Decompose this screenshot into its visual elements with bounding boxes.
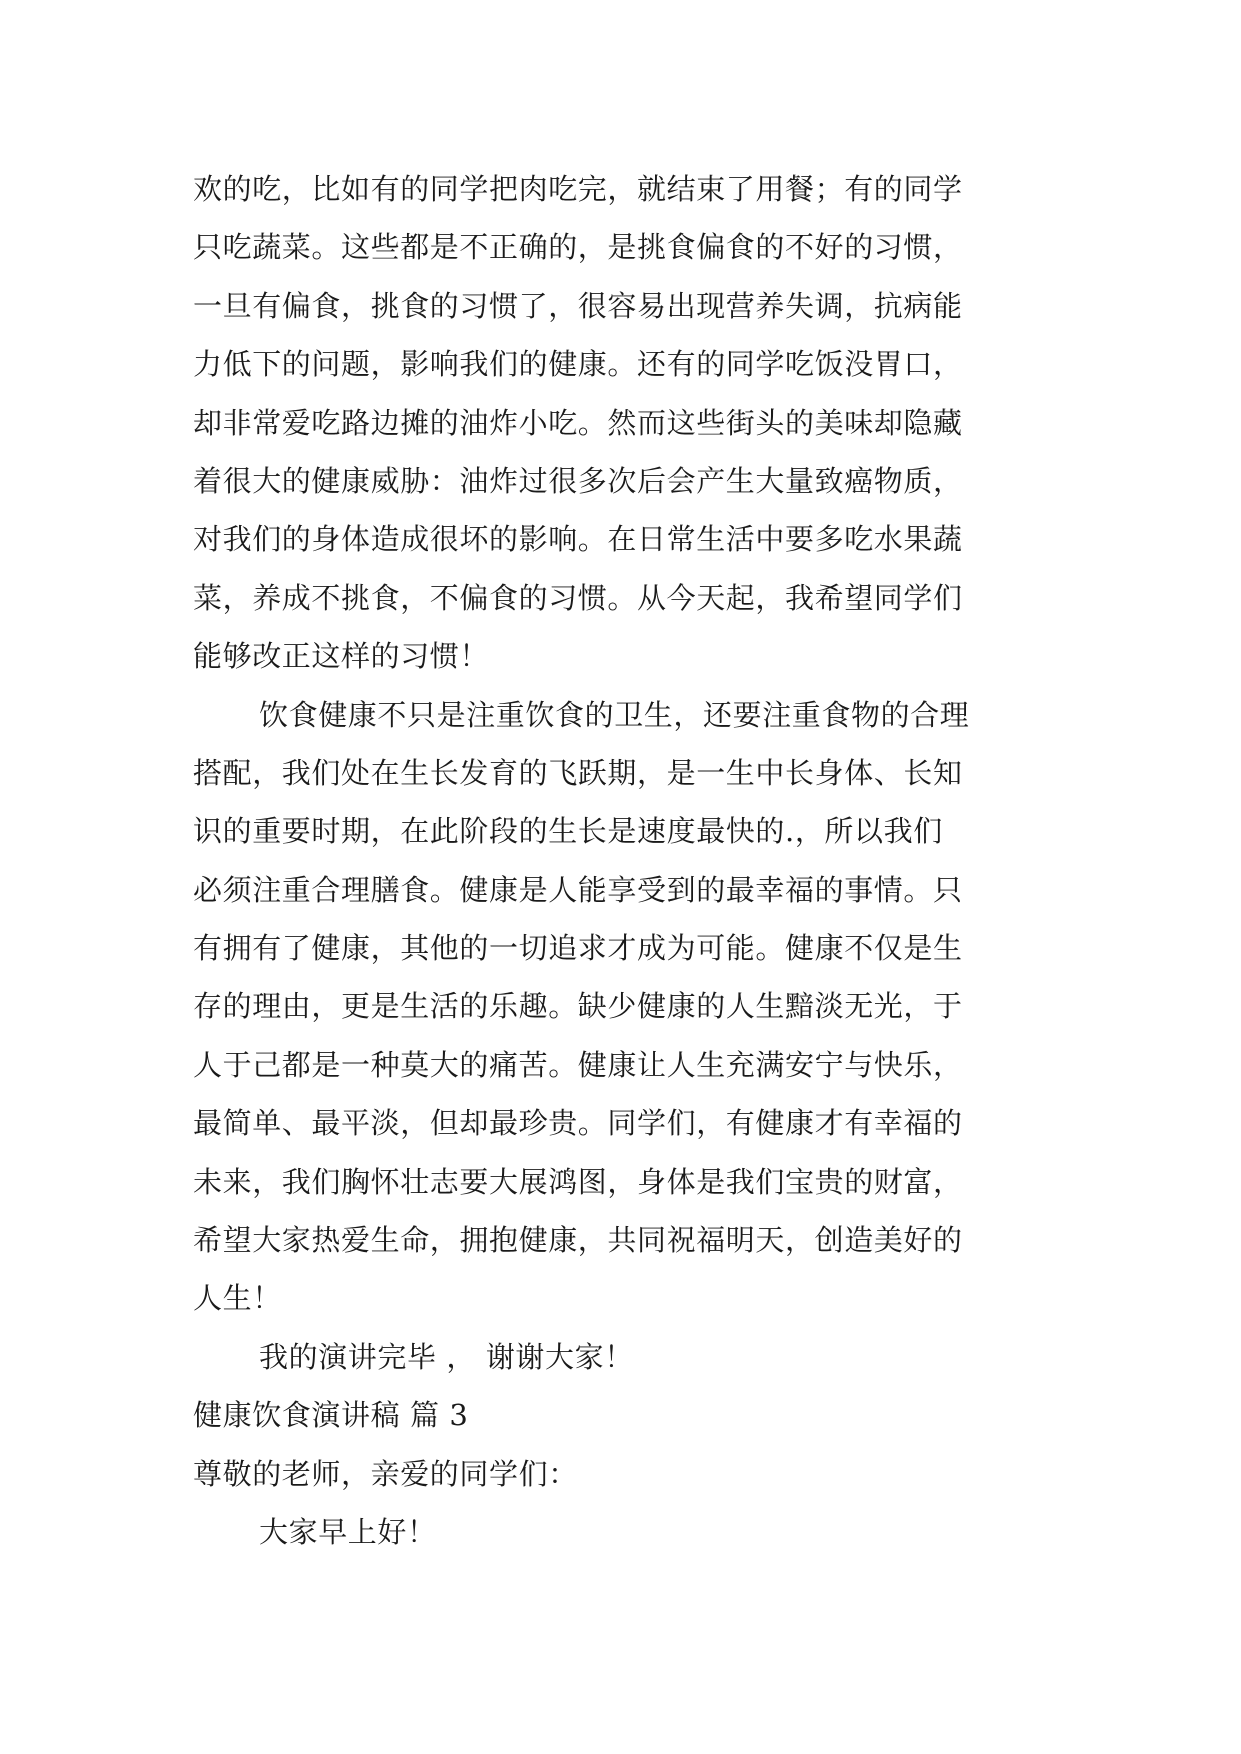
closing-remark: 我的演讲完毕 ， 谢谢大家！: [259, 1339, 634, 1374]
body-text-line: 力低下的问题，影响我们的健康。还有的同学吃饭没胃口，: [193, 347, 963, 382]
body-text-line: 识的重要时期，在此阶段的生长是速度最快的.，所以我们: [193, 814, 943, 849]
body-text-line: 只吃蔬菜。这些都是不正确的，是挑食偏食的不好的习惯，: [193, 230, 963, 265]
body-text-line: 欢的吃，比如有的同学把肉吃完，就结束了用餐；有的同学: [193, 172, 963, 206]
greeting: 大家早上好！: [259, 1514, 437, 1549]
body-text-line: 能够改正这样的习惯！: [193, 639, 490, 674]
body-text-line: 却非常爱吃路边摊的油炸小吃。然而这些街头的美味却隐藏: [193, 405, 963, 440]
salutation: 尊敬的老师，亲爱的同学们：: [193, 1456, 578, 1491]
body-text-line: 有拥有了健康，其他的一切追求才成为可能。健康不仅是生: [193, 931, 963, 966]
section-heading: 健康饮食演讲稿 篇 3: [193, 1398, 469, 1433]
body-text-line: 必须注重合理膳食。健康是人能享受到的最幸福的事情。只: [193, 872, 963, 907]
body-text-line: 未来，我们胸怀壮志要大展鸿图，身体是我们宝贵的财富，: [193, 1164, 963, 1199]
paragraph-first-line: 饮食健康不只是注重饮食的卫生，还要注重食物的合理: [259, 697, 970, 732]
body-text-line: 希望大家热爱生命，拥抱健康，共同祝福明天，创造美好的: [193, 1223, 963, 1258]
body-text-line: 人生！: [193, 1281, 282, 1316]
body-text-line: 着很大的健康威胁：油炸过很多次后会产生大量致癌物质，: [193, 463, 963, 498]
document-page: [193, 160, 1053, 1561]
body-text-line: 最简单、最平淡，但却最珍贵。同学们，有健康才有幸福的: [193, 1106, 963, 1141]
body-text-line: 菜，养成不挑食，不偏食的习惯。从今天起，我希望同学们: [193, 580, 963, 615]
body-text-line: 搭配，我们处在生长发育的飞跃期，是一生中长身体、长知: [193, 755, 963, 790]
body-text-line: 一旦有偏食，挑食的习惯了，很容易出现营养失调，抗病能: [193, 288, 963, 323]
body-text-line: 对我们的身体造成很坏的影响。在日常生活中要多吃水果蔬: [193, 522, 963, 557]
body-text-line: 人于己都是一种莫大的痛苦。健康让人生充满安宁与快乐，: [193, 1047, 963, 1082]
body-text-line: 存的理由，更是生活的乐趣。缺少健康的人生黯淡无光，于: [193, 989, 963, 1024]
